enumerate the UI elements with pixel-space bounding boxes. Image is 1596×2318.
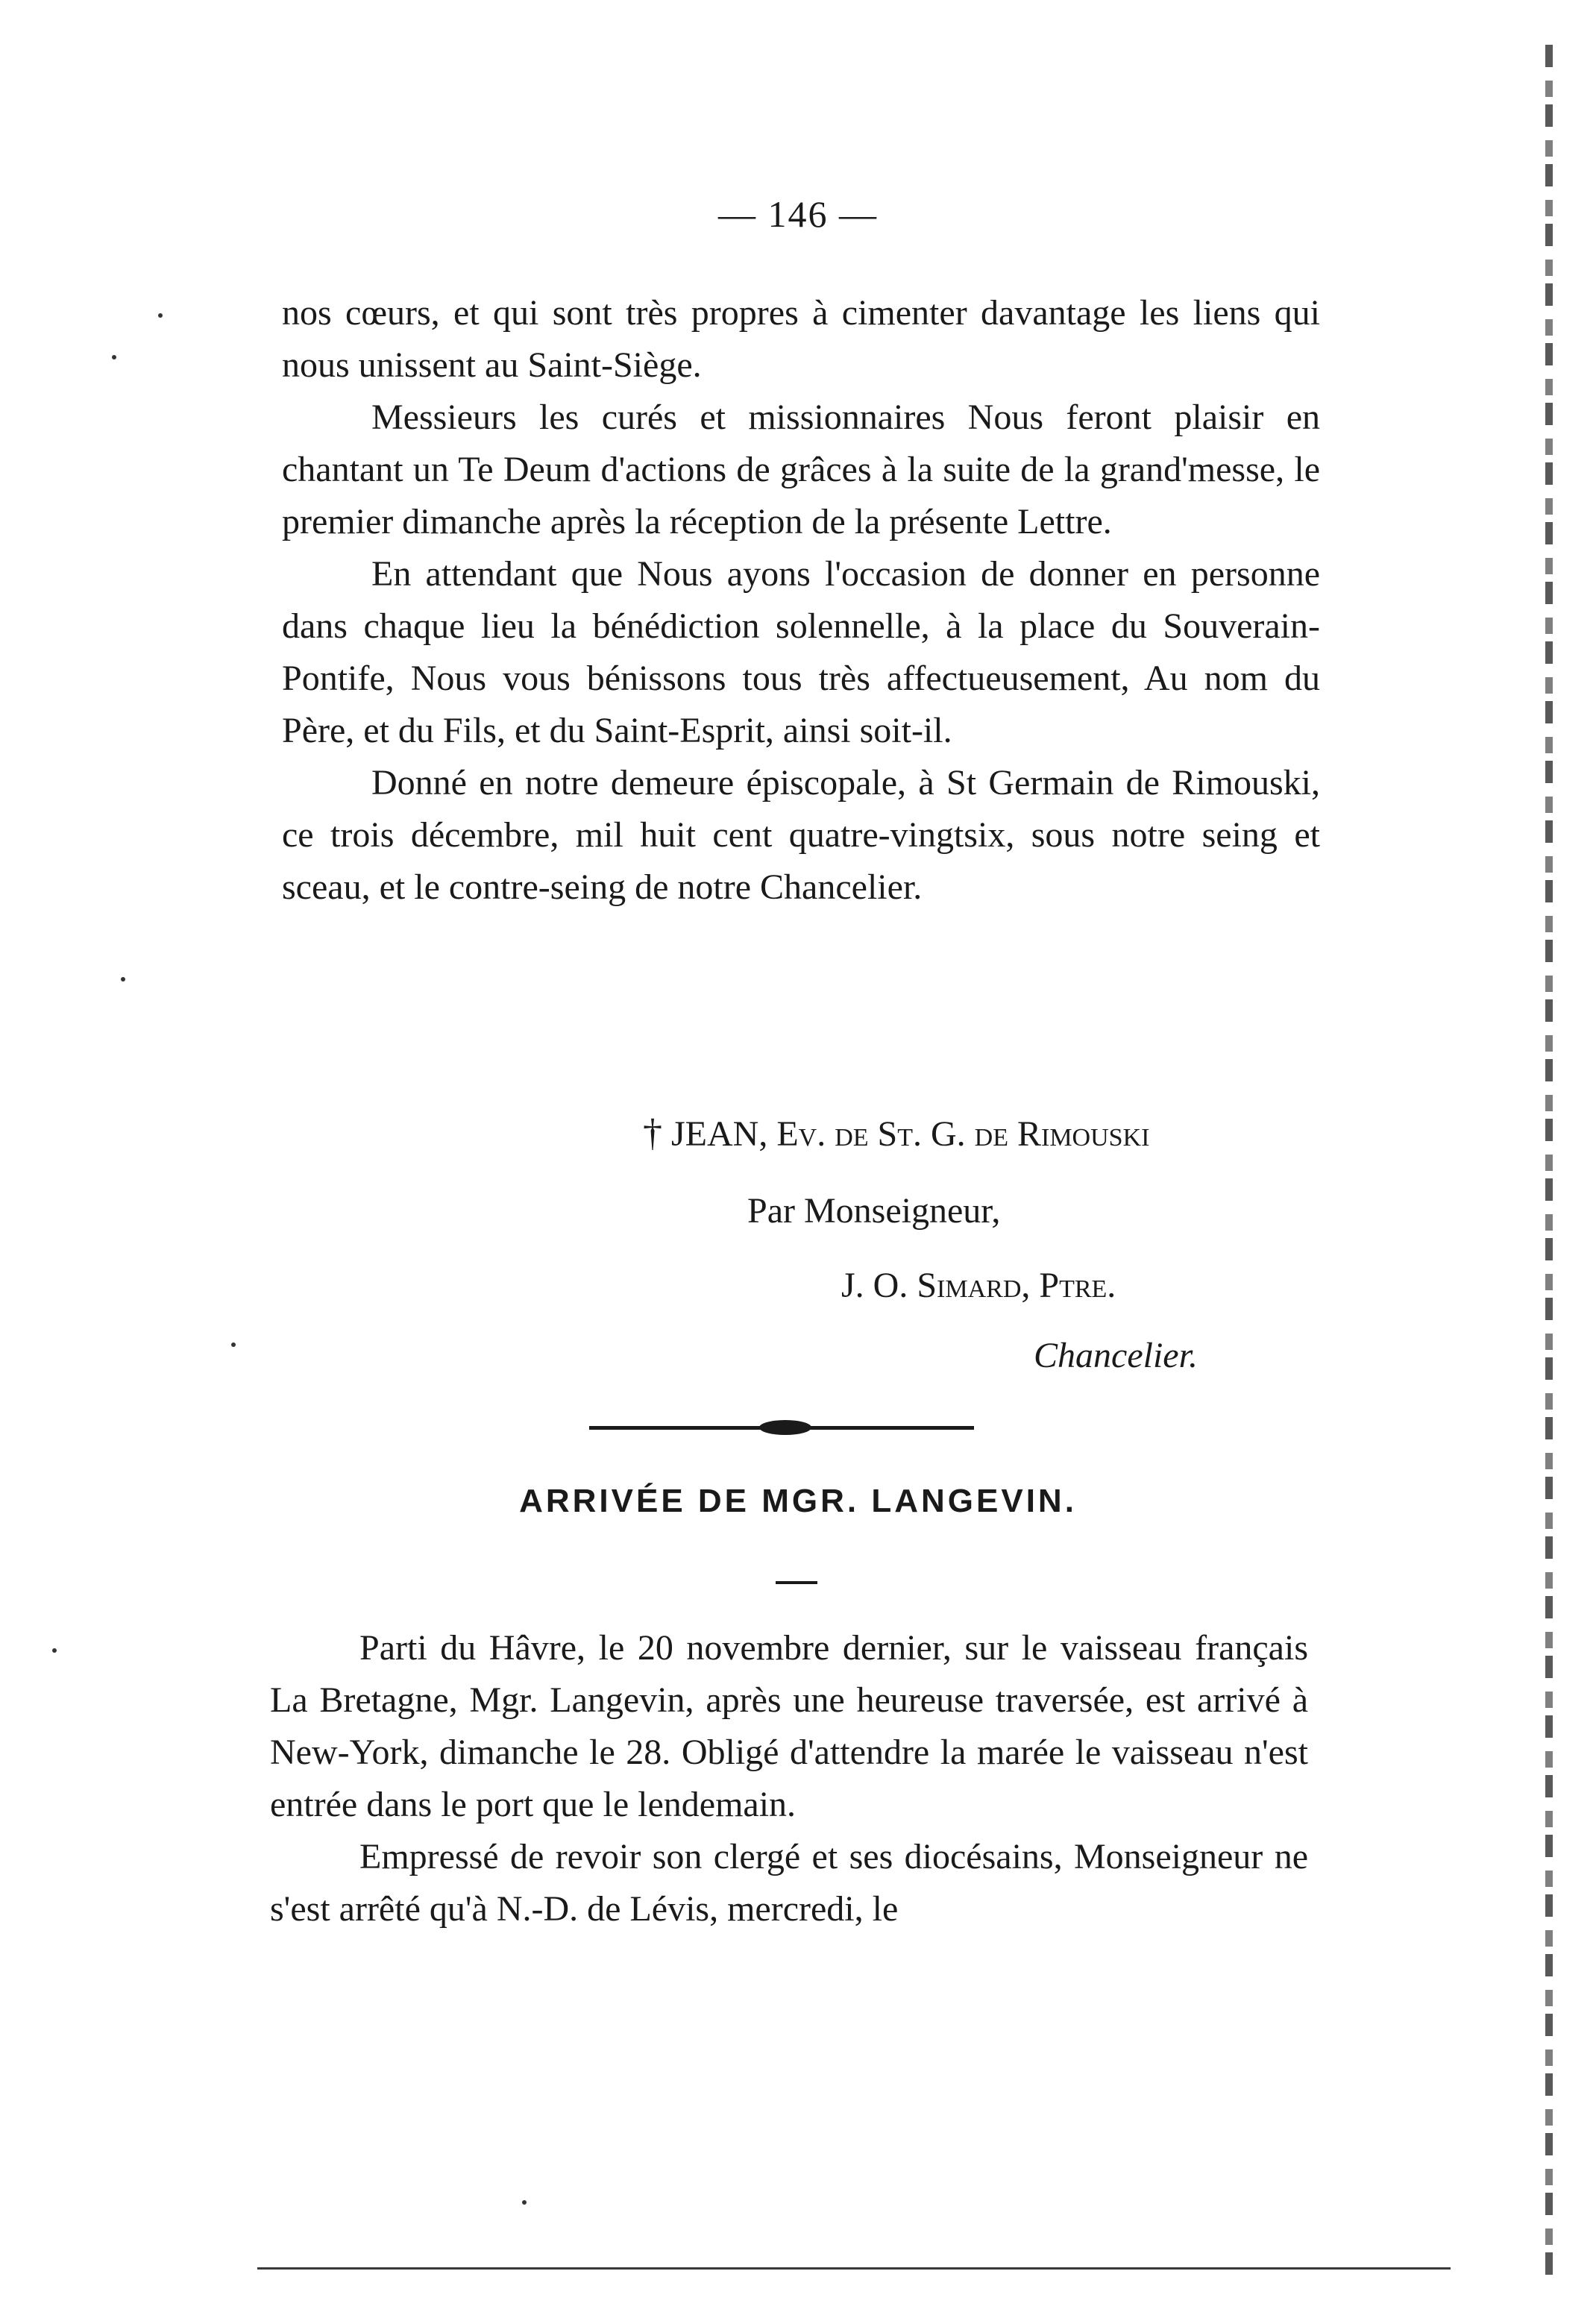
chancellor-name: J. O. Simard, Ptre. bbox=[841, 1266, 1116, 1305]
speck bbox=[112, 355, 116, 359]
heading-rule bbox=[776, 1581, 817, 1584]
section-heading: ARRIVÉE DE MGR. LANGEVIN. bbox=[519, 1483, 1077, 1519]
paragraph: Parti du Hâvre, le 20 novembre dernier, sur le vaisseau français La Bretagne, Mgr. Langevin, après une heureuse traversée, est arrivé à New-York, dimanche le 28. Obligé d'attendre la marée le vaisseau n'est entrée dans le port que le lendemain. bbox=[270, 1628, 1308, 1824]
by-monseigneur: Par Monseigneur, bbox=[747, 1191, 1001, 1231]
speck bbox=[158, 313, 163, 318]
speck bbox=[231, 1342, 236, 1347]
bishop-signature bbox=[643, 1111, 1149, 1157]
paragraph: Messieurs les curés et missionnaires Nous feront plaisir en chantant un Te Deum d'actions de grâces à la suite de la grand'messe, le premier dimanche après la réception de la présente Lettre. bbox=[282, 398, 1320, 541]
speck bbox=[121, 977, 125, 981]
divider-ornament-icon bbox=[759, 1420, 811, 1435]
paragraph: nos cœurs, et qui sont très propres à cimenter davantage les liens qui nous unissent au Saint-Siège. bbox=[282, 293, 1320, 385]
page-edge-shadow bbox=[1545, 45, 1553, 2275]
upper-text-block bbox=[282, 287, 1320, 914]
speck bbox=[522, 2200, 527, 2205]
bishop-name: JEAN, Ev. de St. G. de Rimouski bbox=[671, 1114, 1150, 1154]
paragraph: Donné en notre demeure épiscopale, à St Germain de Rimouski, ce trois décembre, mil huit cent quatre-vingtsix, sous notre seing et sceau, et le contre-seing de notre Chancelier. bbox=[282, 763, 1320, 907]
paragraph: Empressé de revoir son clergé et ses diocésains, Monseigneur ne s'est arrêté qu'à N.-D. de Lévis, mercredi, le bbox=[270, 1837, 1308, 1929]
page-number: — 146 — bbox=[718, 193, 878, 235]
lower-text-block bbox=[270, 1622, 1308, 1935]
speck bbox=[52, 1648, 57, 1653]
chancellor-title: Chancelier. bbox=[1034, 1336, 1198, 1375]
bottom-edge-line bbox=[257, 2267, 1451, 2270]
paragraph: En attendant que Nous ayons l'occasion de donner en personne dans chaque lieu la bénédiction solennelle, à la place du Souverain-Pontife, Nous vous bénissons tous très affectueusement, Au nom du Père, et du Fils, et du Saint-Esprit, ainsi soit-il. bbox=[282, 554, 1320, 750]
cross-icon: † bbox=[643, 1112, 662, 1155]
